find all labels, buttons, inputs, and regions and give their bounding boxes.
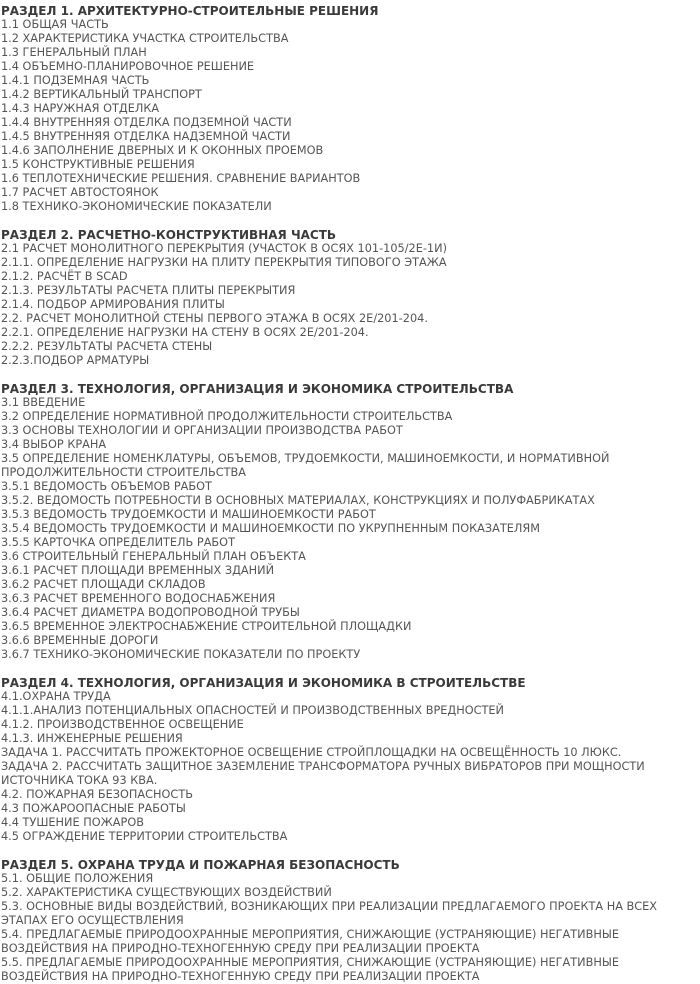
section-heading: РАЗДЕЛ 5. ОХРАНА ТРУДА И ПОЖАРНАЯ БЕЗОПАСНОСТЬ [1,858,400,872]
toc-entry: 4.1.ОХРАНА ТРУДА [1,690,111,703]
toc-section-3 [1,382,696,662]
toc-entry: 1.4.3 НАРУЖНАЯ ОТДЕЛКА [1,102,160,115]
toc-entry: 4.2. ПОЖАРНАЯ БЕЗОПАСНОСТЬ [1,788,193,801]
toc-entry: 3.5.1 ВЕДОМОСТЬ ОБЪЕМОВ РАБОТ [1,480,212,493]
toc-entry: 1.4.5 ВНУТРЕННЯЯ ОТДЕЛКА НАДЗЕМНОЙ ЧАСТИ [1,130,291,143]
toc-entry: 2.1.4. ПОДБОР АРМИРОВАНИЯ ПЛИТЫ [1,298,225,311]
toc-entry: 1.5 КОНСТРУКТИВНЫЕ РЕШЕНИЯ [1,158,195,171]
section-heading: РАЗДЕЛ 3. ТЕХНОЛОГИЯ, ОРГАНИЗАЦИЯ И ЭКОНОМИКА СТРОИТЕЛЬСТВА [1,382,514,396]
toc-entry: 2.1.1. ОПРЕДЕЛЕНИЕ НАГРУЗКИ НА ПЛИТУ ПЕРЕКРЫТИЯ ТИПОВОГО ЭТАЖА [1,256,447,269]
toc-entry: 3.5.5 КАРТОЧКА ОПРЕДЕЛИТЕЛЬ РАБОТ [1,536,235,549]
toc-entry: 5.5. ПРЕДЛАГАЕМЫЕ ПРИРОДООХРАННЫЕ МЕРОПРИЯТИЯ, СНИЖАЮЩИЕ (УСТРАНЯЮЩИЕ) НЕГАТИВНЫЕ ВОЗДЕЙСТВИЯ НА ПРИРОДНО-ТЕХНОГЕННУЮ СРЕДУ ПРИ РЕАЛИЗАЦИИ ПРОЕКТА [1,956,619,983]
toc-entry: 1.4.2 ВЕРТИКАЛЬНЫЙ ТРАНСПОРТ [1,88,202,101]
toc-entry: 3.6.6 ВРЕМЕННЫЕ ДОРОГИ [1,634,159,647]
toc-entry: 1.4.6 ЗАПОЛНЕНИЕ ДВЕРНЫХ И К ОКОННЫХ ПРОЕМОВ [1,144,324,157]
toc-entry: 2.2.2. РЕЗУЛЬТАТЫ РАСЧЕТА СТЕНЫ [1,340,213,353]
toc-entry: 1.6 ТЕПЛОТЕХНИЧЕСКИЕ РЕШЕНИЯ. СРАВНЕНИЕ ВАРИАНТОВ [1,172,361,185]
toc-entry: 2.2. РАСЧЕТ МОНОЛИТНОЙ СТЕНЫ ПЕРВОГО ЭТАЖА В ОСЯХ 2Е/201-204. [1,312,428,325]
toc-entry: 1.8 ТЕХНИКО-ЭКОНОМИЧЕСКИЕ ПОКАЗАТЕЛИ [1,200,272,213]
toc-entry: 3.1 ВВЕДЕНИЕ [1,396,86,409]
toc-entry: 2.2.3.ПОДБОР АРМАТУРЫ [1,354,150,367]
toc-entry: 3.6 СТРОИТЕЛЬНЫЙ ГЕНЕРАЛЬНЫЙ ПЛАН ОБЪЕКТА [1,550,306,563]
section-heading: РАЗДЕЛ 2. РАСЧЕТНО-КОНСТРУКТИВНАЯ ЧАСТЬ [1,228,337,242]
toc-entry: ЗАДАЧА 2. РАССЧИТАТЬ ЗАЩИТНОЕ ЗАЗЕМЛЕНИЕ ТРАНСФОРМАТОРА РУЧНЫХ ВИБРАТОРОВ ПРИ МОЩНОСТИ ИСТОЧНИКА ТОКА 93 КВА. [1,760,645,787]
toc-section-4 [1,676,696,844]
toc-entry: 3.6.4 РАСЧЕТ ДИАМЕТРА ВОДОПРОВОДНОЙ ТРУБЫ [1,606,300,619]
toc-entry: 2.1.3. РЕЗУЛЬТАТЫ РАСЧЕТА ПЛИТЫ ПЕРЕКРЫТИЯ [1,284,296,297]
toc-entry: 1.3 ГЕНЕРАЛЬНЫЙ ПЛАН [1,46,147,59]
toc-entry: 3.4 ВЫБОР КРАНА [1,438,107,451]
toc-entry: 2.1 РАСЧЕТ МОНОЛИТНОГО ПЕРЕКРЫТИЯ (УЧАСТОК В ОСЯХ 101-105/2Е-1И) [1,242,447,255]
toc-entry: 3.6.7 ТЕХНИКО-ЭКОНОМИЧЕСКИЕ ПОКАЗАТЕЛИ ПО ПРОЕКТУ [1,648,361,661]
toc-entry: 3.6.5 ВРЕМЕННОЕ ЭЛЕКТРОСНАБЖЕНИЕ СТРОИТЕЛЬНОЙ ПЛОЩАДКИ [1,620,412,633]
toc-entry: 4.1.1.АНАЛИЗ ПОТЕНЦИАЛЬНЫХ ОПАСНОСТЕЙ И ПРОИЗВОДСТВЕННЫХ ВРЕДНОСТЕЙ [1,704,504,717]
section-heading: РАЗДЕЛ 1. АРХИТЕКТУРНО-СТРОИТЕЛЬНЫЕ РЕШЕНИЯ [1,4,379,18]
toc-entry: 3.6.1 РАСЧЕТ ПЛОЩАДИ ВРЕМЕННЫХ ЗДАНИЙ [1,564,275,577]
toc-entry: 3.6.2 РАСЧЕТ ПЛОЩАДИ СКЛАДОВ [1,578,206,591]
toc-entry: 5.1. ОБЩИЕ ПОЛОЖЕНИЯ [1,872,154,885]
toc-entry: 1.1 ОБЩАЯ ЧАСТЬ [1,18,109,31]
toc-section-5 [1,858,696,984]
toc-entry: 5.4. ПРЕДЛАГАЕМЫЕ ПРИРОДООХРАННЫЕ МЕРОПРИЯТИЯ, СНИЖАЮЩИЕ (УСТРАНЯЮЩИЕ) НЕГАТИВНЫЕ ВОЗДЕЙСТВИЯ НА ПРИРОДНО-ТЕХНОГЕННУЮ СРЕДУ ПРИ РЕАЛИЗАЦИИ ПРОЕКТА [1,928,619,955]
toc-entry: 3.6.3 РАСЧЕТ ВРЕМЕННОГО ВОДОСНАБЖЕНИЯ [1,592,276,605]
toc-entry: 1.4.1 ПОДЗЕМНАЯ ЧАСТЬ [1,74,150,87]
toc-entry: 2.2.1. ОПРЕДЕЛЕНИЕ НАГРУЗКИ НА СТЕНУ В ОСЯХ 2Е/201-204. [1,326,369,339]
toc-entry: 1.2 ХАРАКТЕРИСТИКА УЧАСТКА СТРОИТЕЛЬСТВА [1,32,289,45]
toc-entry: 1.7 РАСЧЕТ АВТОСТОЯНОК [1,186,159,199]
toc-section-1 [1,4,696,214]
toc-section-2 [1,228,696,368]
section-heading: РАЗДЕЛ 4. ТЕХНОЛОГИЯ, ОРГАНИЗАЦИЯ И ЭКОНОМИКА В СТРОИТЕЛЬСТВЕ [1,676,526,690]
toc-entry: ЗАДАЧА 1. РАССЧИТАТЬ ПРОЖЕКТОРНОЕ ОСВЕЩЕНИЕ СТРОЙПЛОЩАДКИ НА ОСВЕЩЁННОСТЬ 10 ЛЮКС. [1,746,622,759]
toc-entry: 5.3. ОСНОВНЫЕ ВИДЫ ВОЗДЕЙСТВИЙ, ВОЗНИКАЮЩИХ ПРИ РЕАЛИЗАЦИИ ПРЕДЛАГАЕМОГО ПРОЕКТА НА ВСЕХ ЭТАПАХ ЕГО ОСУЩЕСТВЛЕНИЯ [1,900,658,927]
toc-entry: 4.3 ПОЖАРООПАСНЫЕ РАБОТЫ [1,802,186,815]
toc-entry: 1.4 ОБЪЕМНО-ПЛАНИРОВОЧНОЕ РЕШЕНИЕ [1,60,255,73]
toc-entry: 3.5 ОПРЕДЕЛЕНИЕ НОМЕНКЛАТУРЫ, ОБЪЕМОВ, ТРУДОЕМКОСТИ, МАШИНОЕМКОСТИ, И НОРМАТИВНОЙ ПРОДОЛЖИТЕЛЬНОСТИ СТРОИТЕЛЬСТВА [1,452,610,479]
toc-entry: 3.3 ОСНОВЫ ТЕХНОЛОГИИ И ОРГАНИЗАЦИИ ПРОИЗВОДСТВА РАБОТ [1,424,403,437]
toc-entry: 3.5.3 ВЕДОМОСТЬ ТРУДОЕМКОСТИ И МАШИНОЕМКОСТИ РАБОТ [1,508,376,521]
toc-entry: 5.2. ХАРАКТЕРИСТИКА СУЩЕСТВУЮЩИХ ВОЗДЕЙСТВИЙ [1,886,332,899]
toc-entry: 4.4 ТУШЕНИЕ ПОЖАРОВ [1,816,144,829]
toc-entry: 4.1.3. ИНЖЕНЕРНЫЕ РЕШЕНИЯ [1,732,183,745]
toc-entry: 3.5.4 ВЕДОМОСТЬ ТРУДОЕМКОСТИ И МАШИНОЕМКОСТИ ПО УКРУПНЕННЫМ ПОКАЗАТЕЛЯМ [1,522,540,535]
toc-entry: 4.5 ОГРАЖДЕНИЕ ТЕРРИТОРИИ СТРОИТЕЛЬСТВА [1,830,288,843]
toc-entry: 2.1.2. РАСЧЁТ В SCAD [1,270,128,283]
toc-entry: 3.2 ОПРЕДЕЛЕНИЕ НОРМАТИВНОЙ ПРОДОЛЖИТЕЛЬНОСТИ СТРОИТЕЛЬСТВА [1,410,453,423]
toc-entry: 1.4.4 ВНУТРЕННЯЯ ОТДЕЛКА ПОДЗЕМНОЙ ЧАСТИ [1,116,292,129]
toc-entry: 4.1.2. ПРОИЗВОДСТВЕННОЕ ОСВЕЩЕНИЕ [1,718,244,731]
toc-entry: 3.5.2. ВЕДОМОСТЬ ПОТРЕБНОСТИ В ОСНОВНЫХ МАТЕРИАЛАХ, КОНСТРУКЦИЯХ И ПОЛУФАБРИКАТАХ [1,494,595,507]
